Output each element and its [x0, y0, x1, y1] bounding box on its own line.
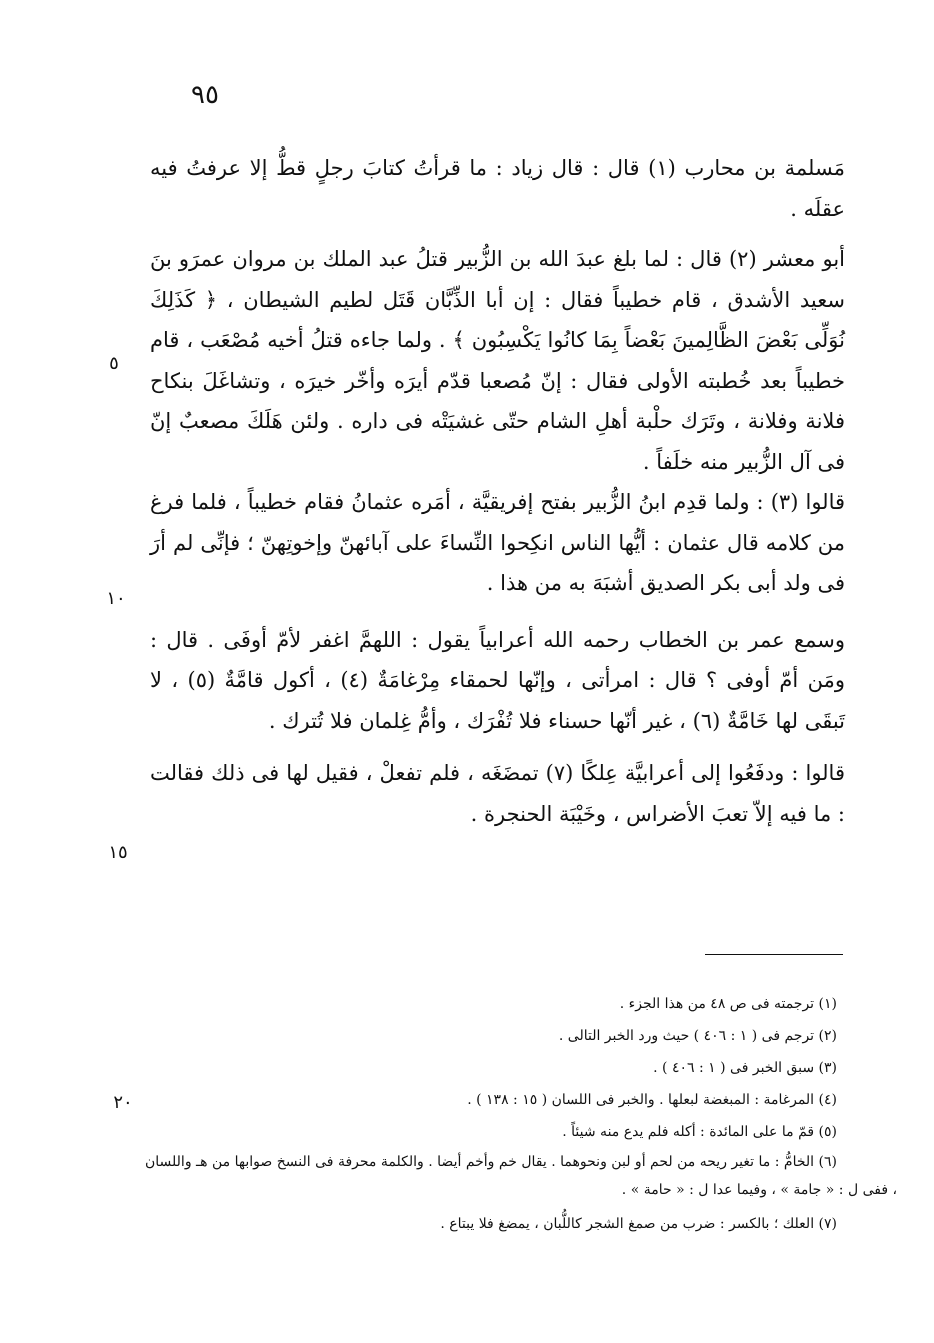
footnote-2: (٢) ترجم فى ( ١ : ٤٠٦ ) حيث ورد الخبر التالى . — [558, 1028, 837, 1044]
margin-line-number-10: ١٠ — [106, 588, 126, 609]
footnote-5: (٥) قمّ ما على المائدة : أكله فلم يدع منه شيئاً . — [562, 1124, 837, 1140]
paragraph-2: أبو معشر (٢) قال : لما بلغ عبدَ الله بن الزُّبير قتلُ عبد الملك بن مروان عمرَو بنَ سعيد الأشدق ، قام خطيباً فقال : إن أبا الذِّبَّان قَتَل لطيم الشيطان ، ﴿ كَذَلِكَ نُوَلِّى بَعْضَ الظَّالِمينَ بَعْضاً بِمَا كانُوا يَكْسِبُون ﴾ . ولما جاءه قتلُ أخيه مُصْعَب ، قام خطيباً بعد خُطبته الأولى فقال : إنّ مُصعبا قدّم أيرَه وأخّر خيرَه ، وتشاغَلَ بنكاح فلانة وفلانة ، وتَرَك حلْبة أهلِ الشام حتّى غشيَتْه فى داره . ولئن هَلَكَ مصعبٌ إنّ فى آل الزُّبير منه خلَفاً . — [150, 247, 845, 474]
footnote-7: (٧) العلك ؛ بالكسر : ضرب من صمغ الشجر كاللُّبان ، يمضغ فلا يبتاع . — [440, 1216, 837, 1232]
margin-line-number-15: ١٥ — [108, 842, 128, 863]
footnote-separator — [705, 954, 843, 955]
paragraph-4: وسمع عمر بن الخطاب رحمه الله أعرابياً يقول : اللهمَّ اغفر لأمّ أوفَى . قال : ومَن أمّ أوفى ؟ قال : امرأتى ، وإنّها لحمقاء مِرْغامَةٌ (٤) ، أكول قامَّةٌ (٥) ، لا تَبقَى لها خَامَّةٌ (٦) ، غير أنّها حسناء فلا تُفْرَك ، وأمُّ غِلمان فلا تُترك . — [150, 627, 845, 733]
footnote-6: (٦) الخامُّ : ما تغير ريحه من لحم أو لبن ونحوهما . يقال خم وأخم أيضا . والكلمة محرفة فى النسخ صوابها من هـ واللسان ، ففى ل : « جامة » ، وفيما عدا ل : « حامة » . — [145, 1154, 897, 1198]
margin-line-number-20: ٢٠ — [113, 1092, 133, 1113]
paragraph-5: قالوا : ودفَعُوا إلى أعرابيَّة عِلكًا (٧) تمضَغَه ، فلم تفعلْ ، فقيل لها فى ذلك فقالت : ما فيه إلاّ تعبَ الأضراس ، وخَيْبَة الحنجرة . — [150, 761, 845, 826]
footnote-3: (٣) سبق الخبر فى ( ١ : ٤٠٦ ) . — [653, 1060, 837, 1076]
footnote-4: (٤) المرغامة : المبغضة لبعلها . والخبر فى اللسان ( ١٥ : ١٣٨ ) . — [467, 1092, 837, 1108]
paragraph-3: قالوا (٣) : ولما قدِم ابنُ الزُّبير بفتح إفريقيَّة ، أمَره عثمانُ فقام خطيباً ، فلما فرغ من كلامه قال عثمان : أيُّها الناس انكِحوا النِّساءَ على آبائهنّ وإخوتِهنّ ؛ فإنِّى لم أرَ فى ولد أبى بكر الصديق أشبَهَ به من هذا . — [150, 490, 845, 595]
main-text — [150, 148, 845, 834]
margin-line-number-5: ٥ — [109, 353, 119, 374]
page-number: ٩٥ — [191, 80, 219, 110]
paragraph-1: مَسلمة بن محارب (١) قال : قال زياد : ما قرأتُ كتابَ رجلٍ قطُّ إلا عرفتُ فيه عقلَه . — [150, 156, 845, 221]
footnotes — [145, 988, 897, 1240]
footnote-1: (١) ترجمته فى ص ٤٨ من هذا الجزء . — [619, 996, 837, 1012]
